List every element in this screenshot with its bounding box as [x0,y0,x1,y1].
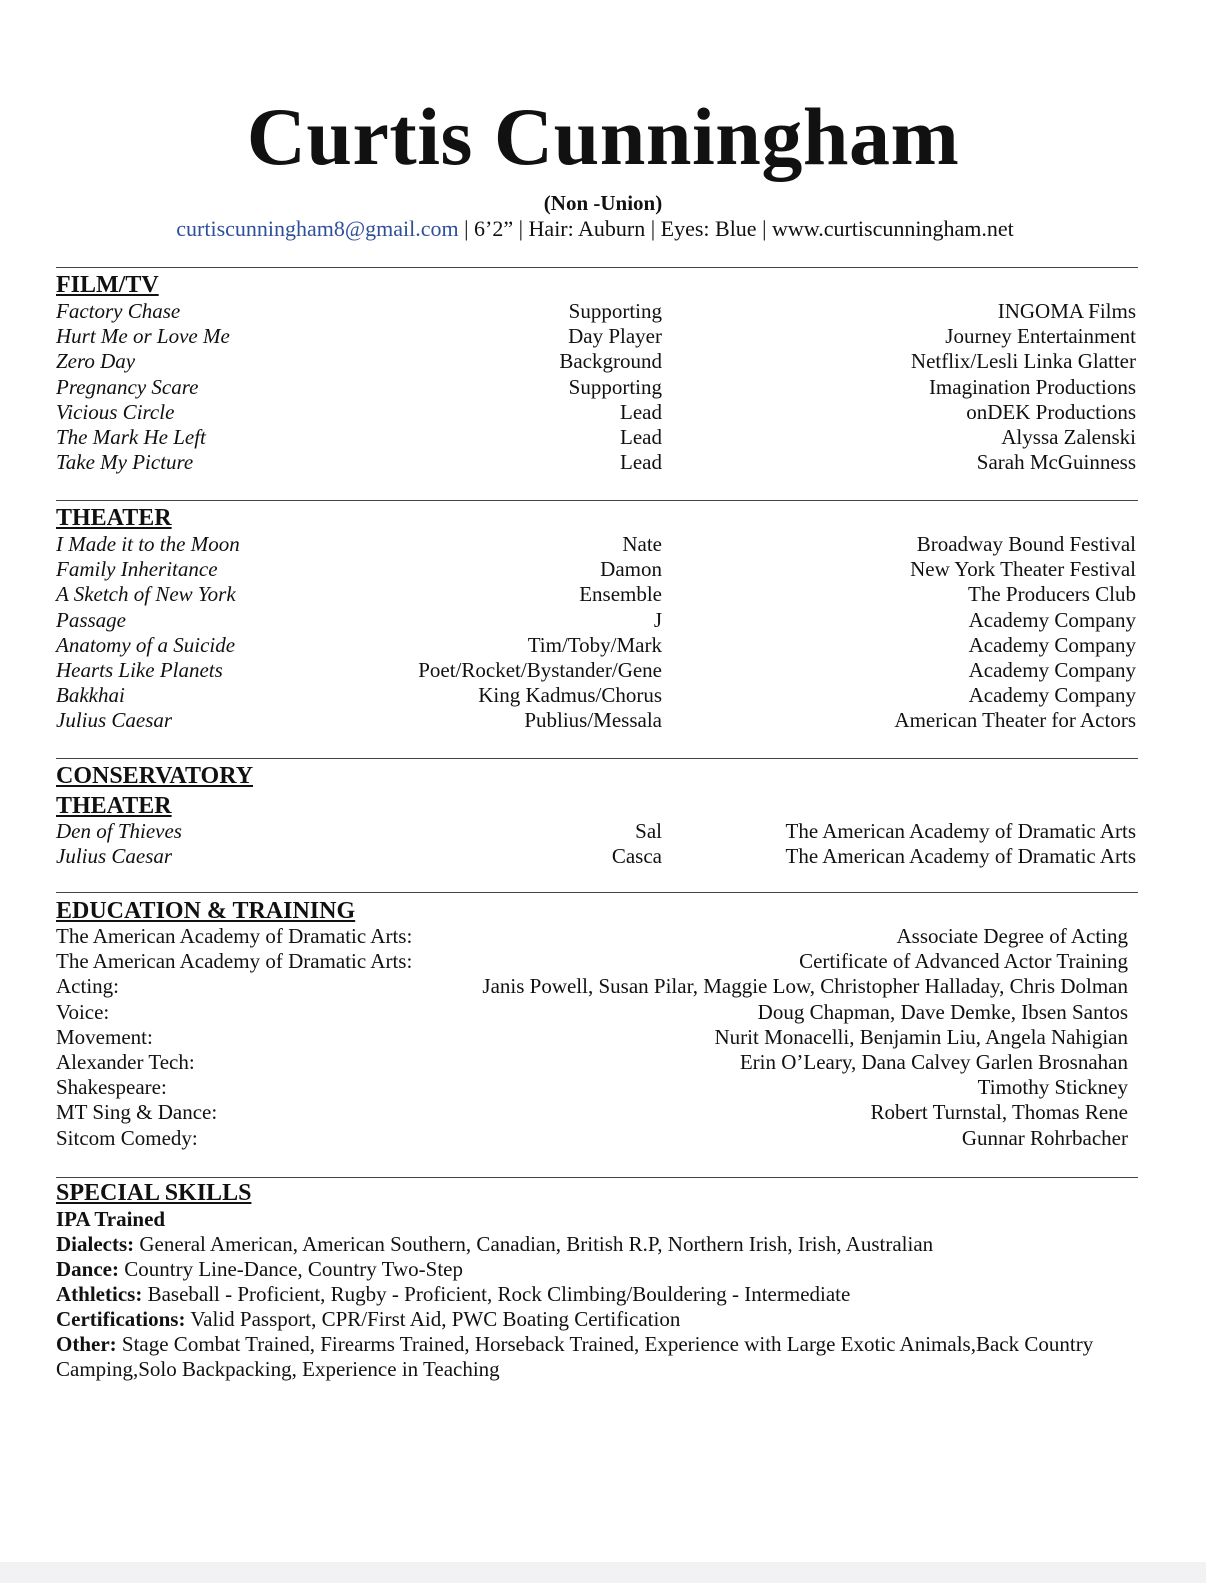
skill-certifications: Certifications: Valid Passport, CPR/First Aid, PWC Boating Certification [56,1307,681,1331]
education-label: Sitcom Comedy: [56,1125,198,1150]
credit-title: Pregnancy Scare [56,374,199,399]
education-label: MT Sing & Dance: [56,1100,218,1125]
credit-row [0,582,1206,607]
credit-company: INGOMA Films [997,299,1136,323]
credit-title: Zero Day [56,349,136,374]
credit-title: Anatomy of a Suicide [56,632,236,657]
credit-row [0,683,1206,708]
credit-title: Bakkhai [56,683,125,708]
education-label: Shakespeare: [56,1075,167,1100]
credit-role: Lead [620,450,662,475]
credit-title: Family Inheritance [56,557,218,582]
education-value: Nurit Monacelli, Benjamin Liu, Angela Nahigian [714,1024,1128,1049]
credit-company: Academy Company [968,683,1136,708]
credit-row [0,608,1206,633]
credit-title: Passage [56,607,126,632]
credit-title: A Sketch of New York [56,582,236,607]
credit-role: Lead [620,425,662,449]
education-label: Alexander Tech: [56,1050,195,1074]
actor-name: Curtis Cunningham [246,91,960,182]
credit-role: King Kadmus/Chorus [478,683,662,708]
credit-company: New York Theater Festival [910,557,1136,582]
education-row [0,974,1206,999]
credit-company: The American Academy of Dramatic Arts [785,844,1136,869]
credit-role: Tim/Toby/Mark [527,632,662,657]
divider [56,500,1138,501]
email-link[interactable]: curtiscunningham8@gmail.com [176,216,459,241]
education-value: Associate Degree of Acting [896,924,1128,948]
credit-row [0,658,1206,683]
credit-role: Nate [622,532,662,556]
section-heading-film-tv: FILM/TV [56,272,159,298]
credit-company: The Producers Club [968,582,1136,607]
education-value: Certificate of Advanced Actor Training [799,949,1128,974]
credit-title: Den of Thieves [56,819,182,843]
credit-role: Poet/Rocket/Bystander/Gene [418,658,662,682]
skill-ipa: IPA Trained [56,1207,166,1231]
skill-dialects: Dialects: General American, American Southern, Canadian, British R.P, Northern Irish, Irish, Australian [56,1232,934,1256]
education-row [0,1050,1206,1075]
credit-row [0,633,1206,658]
education-value: Gunnar Rohrbacher [961,1125,1128,1150]
contact-details: | 6’2” | Hair: Auburn | Eyes: Blue | www.curtiscunningham.net [458,216,1014,241]
section-heading-special-skills: SPECIAL SKILLS [56,1180,252,1206]
bottom-bar [0,1562,1206,1583]
credit-row [0,299,1206,324]
credit-title: Hearts Like Planets [56,658,223,682]
credit-row [0,349,1206,374]
education-value: Erin O’Leary, Dana Calvey Garlen Brosnahan [739,1050,1128,1074]
education-value: Janis Powell, Susan Pilar, Maggie Low, Christopher Halladay, Chris Dolman [482,974,1128,999]
education-row [0,1000,1206,1025]
credit-company: onDEK Productions [966,399,1136,424]
section-heading-conservatory-theater: THEATER [56,793,172,819]
credit-row [0,375,1206,400]
section-heading-education: EDUCATION & TRAINING [56,898,356,924]
education-row [0,1126,1206,1151]
credit-company: Sarah McGuinness [976,450,1136,475]
education-label: The American Academy of Dramatic Arts: [56,924,413,948]
credit-company: Academy Company [968,658,1136,682]
credit-row [0,400,1206,425]
credit-company: Alyssa Zalenski [1001,425,1136,449]
union-status: (Non -Union) [543,191,663,215]
skill-athletics: Athletics: Baseball - Proficient, Rugby - Proficient, Rock Climbing/Bouldering - Intermediate [56,1282,851,1306]
credit-title: Factory Chase [56,299,181,323]
credit-title: I Made it to the Moon [56,532,240,556]
credit-company: Academy Company [968,632,1136,657]
education-row [0,949,1206,974]
credit-company: Netflix/Lesli Linka Glatter [910,349,1136,374]
education-row [0,1075,1206,1100]
credit-title: Julius Caesar [56,844,173,869]
credit-row [0,844,1206,869]
credit-row [0,450,1206,475]
education-label: Voice: [56,999,110,1024]
credit-row [0,425,1206,450]
credit-role: Damon [600,557,662,582]
credit-title: Hurt Me or Love Me [56,324,230,349]
credit-company: Imagination Productions [928,374,1136,399]
credit-role: J [653,607,662,632]
section-heading-conservatory: CONSERVATORY [56,763,254,789]
education-row [0,1025,1206,1050]
contact-line [0,216,1190,242]
credit-role: Lead [620,399,662,424]
divider [56,758,1138,759]
section-heading-theater: THEATER [56,505,172,531]
credit-row [0,819,1206,844]
education-row [0,924,1206,949]
credit-row [0,708,1206,733]
credit-role: Casca [611,844,662,869]
credit-title: Julius Caesar [56,708,173,733]
credit-row [0,324,1206,349]
education-label: The American Academy of Dramatic Arts: [56,949,413,974]
credit-title: Vicious Circle [56,399,175,424]
credit-company: Academy Company [968,607,1136,632]
credit-row [0,532,1206,557]
credit-role: Publius/Messala [524,708,662,733]
credit-role: Supporting [568,374,662,399]
credit-company: The American Academy of Dramatic Arts [785,819,1136,843]
credit-role: Sal [635,819,662,843]
credit-title: The Mark He Left [56,425,206,449]
credit-row [0,557,1206,582]
credit-company: Broadway Bound Festival [916,532,1136,556]
skill-dance: Dance: Country Line-Dance, Country Two-Step [56,1257,463,1281]
credit-title: Take My Picture [56,450,194,475]
credit-company: Journey Entertainment [945,324,1136,349]
education-label: Movement: [56,1024,153,1049]
education-label: Acting: [56,974,119,999]
education-value: Doug Chapman, Dave Demke, Ibsen Santos [757,999,1128,1024]
education-value: Timothy Stickney [977,1075,1128,1100]
credit-role: Day Player [568,324,662,349]
education-value: Robert Turnstal, Thomas Rene [870,1100,1128,1125]
credit-role: Supporting [568,299,662,323]
divider [56,892,1138,893]
education-row [0,1100,1206,1125]
skill-other: Other: Stage Combat Trained, Firearms Trained, Horseback Trained, Experience with Large Exotic Animals,Back Country Camping,Solo Backpacking, Experience in Teaching [56,1332,1094,1381]
divider [56,267,1138,268]
credit-role: Ensemble [579,582,662,607]
credit-company: American Theater for Actors [894,708,1136,733]
credit-role: Background [559,349,662,374]
